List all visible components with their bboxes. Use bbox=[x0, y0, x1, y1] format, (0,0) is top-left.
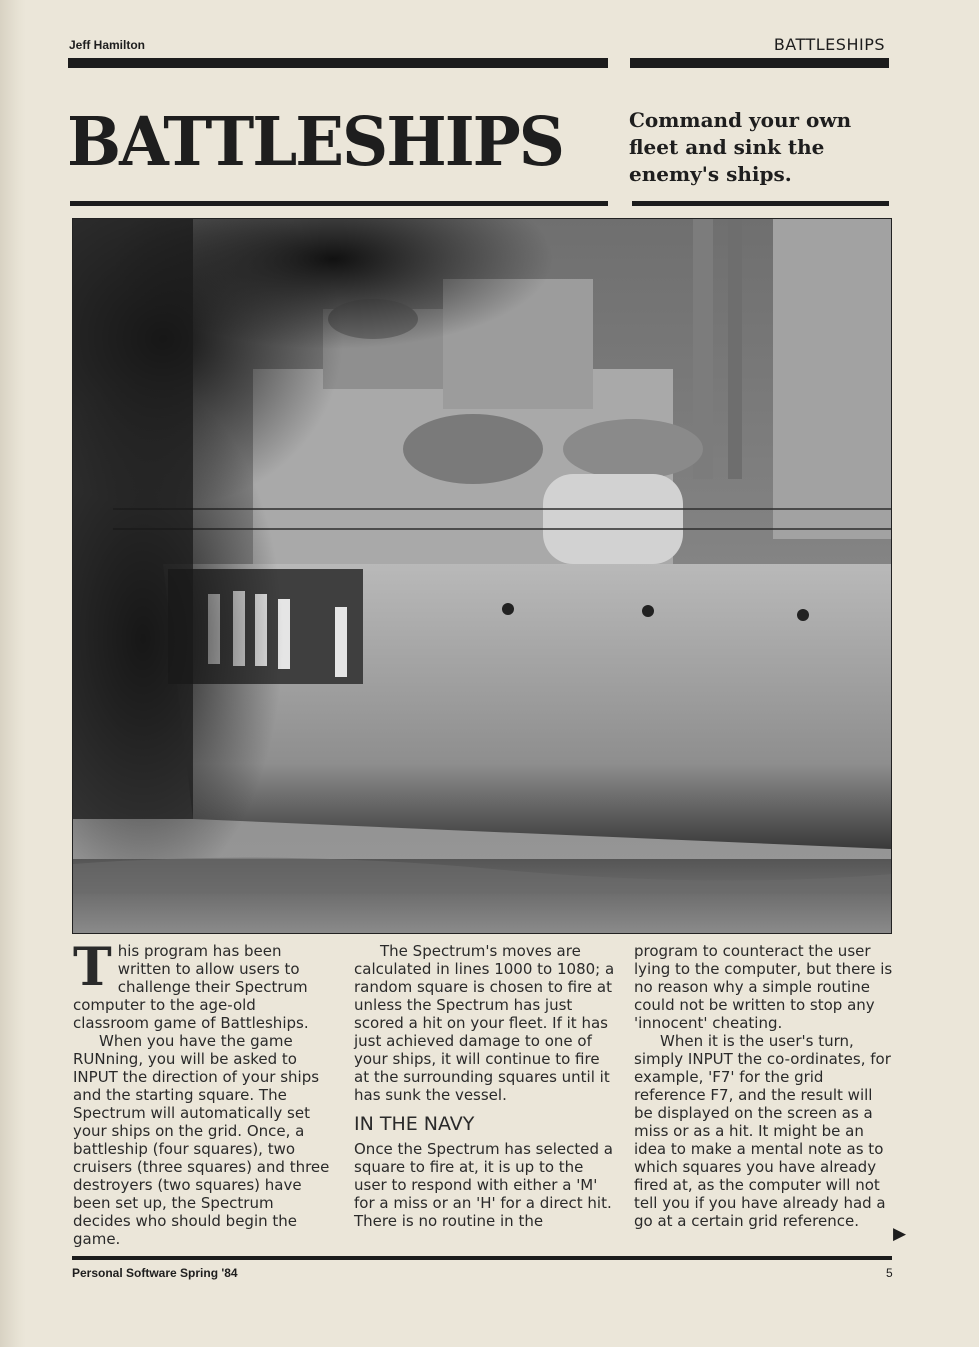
col1-paragraph-1: his program has been written to allow users to challenge their Spectrum computer to the age-old classroom game of Battleships. bbox=[73, 942, 309, 1032]
footer-magazine-name: Personal Software Spring '84 bbox=[72, 1266, 238, 1280]
col3-paragraph-2: When it is the user's turn, simply INPUT the co-ordinates, for example, 'F7' for the grid reference F7, and the result will be displayed on the screen as a miss or as a hit. It might be an idea to make a mental note as to which squares you have already fired at, as the computer will not tell you if you have already had a go at a certain grid reference. bbox=[634, 1032, 891, 1230]
subheading: IN THE NAVY bbox=[354, 1113, 475, 1135]
article-title: BATTLESHIPS bbox=[67, 103, 563, 182]
drop-cap: T bbox=[73, 937, 112, 998]
battleship-photo bbox=[72, 218, 892, 934]
title-rule-left bbox=[70, 201, 608, 206]
col3-paragraph-1: program to counteract the user lying to the computer, but there is no reason why a simple routine could not be written to stop any 'innocent' cheating. bbox=[634, 942, 893, 1032]
article-column-3 bbox=[634, 942, 894, 1230]
section-title: BATTLESHIPS bbox=[773, 35, 885, 54]
col2-paragraph-1: The Spectrum's moves are calculated in lines 1000 to 1080; a random square is chosen to fire at unless the Spectrum has just scored a hit on your fleet. If it has just achieved damage to one of your ships, it will continue to fire at the surrounding squares until it has sunk the vessel. bbox=[354, 942, 615, 1104]
top-rule-right bbox=[630, 58, 889, 68]
continue-arrow-icon: ▶ bbox=[893, 1224, 907, 1244]
title-rule-right bbox=[632, 201, 889, 206]
page-number: 5 bbox=[886, 1266, 893, 1280]
article-column-1 bbox=[73, 937, 335, 1248]
col2-paragraph-2: Once the Spectrum has selected a square to fire at, it is up to the user to respond with either a 'M' for a miss or an 'H' for a direct hit. There is no routine in the bbox=[354, 1140, 613, 1230]
author-name: Jeff Hamilton bbox=[69, 38, 146, 52]
article-column-2 bbox=[354, 942, 616, 1230]
footer-rule bbox=[72, 1256, 892, 1260]
top-rule-left bbox=[68, 58, 608, 68]
article-tagline: Command your own fleet and sink the enemy's ships. bbox=[629, 108, 852, 186]
col1-paragraph-2: When you have the game RUNning, you will be asked to INPUT the direction of your ships and the starting square. The Spectrum will automatically set your ships on the grid. Once, a battleship (four squares), two cruisers (three squares) and three destroyers (two squares) have been set up, the Spectrum decides who should begin the game. bbox=[73, 1032, 330, 1248]
page-spine-shadow bbox=[0, 0, 26, 1347]
